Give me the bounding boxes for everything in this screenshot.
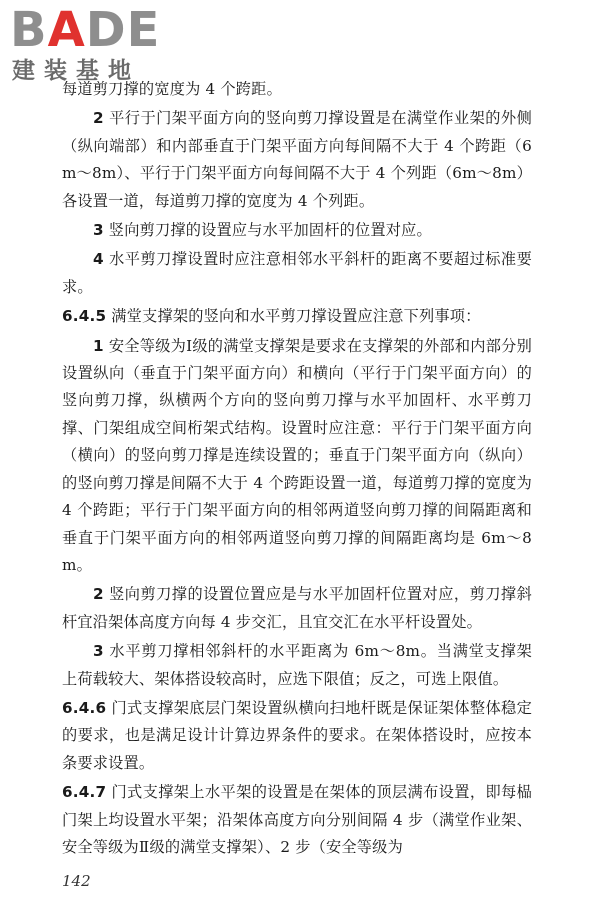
section-number: 6.4.5 [62, 307, 107, 326]
paragraph-text: 门式支撑架底层门架设置纵横向扫地杆既是保证架体整体稳定的要求，也是满足设计计算边界条件的要求。在架体搭设时，应按本条要求设置。 [62, 698, 532, 772]
logo-letter-accent: A [47, 2, 86, 58]
paragraph [62, 638, 532, 693]
paragraph [62, 105, 532, 215]
document-body [62, 76, 532, 863]
paragraph-number: 3 [93, 221, 104, 240]
paragraph-text: 平行于门架平面方向的竖向剪刀撑设置是在满堂作业架的外侧（纵向端部）和内部垂直于门架平面方向每间隔不大于 4 个跨距（6m～8m）、平行于门架平面方向每间隔不大于 4 个列距（6m～8m）各设置一道，每道剪刀撑的宽度为 4 个列距。 [62, 109, 532, 210]
paragraph-text: 安全等级为Ⅰ级的满堂支撑架是要求在支撑架的外部和内部分别设置纵向（垂直于门架平面方向）和横向（平行于门架平面方向）的竖向剪刀撑，纵横两个方向的竖向剪刀撑与水平加固杆、水平剪刀撑、门架组成空间桁架式结构。设置时应注意：平行于门架平面方向（横向）的竖向剪刀撑是连续设置的；垂直于门架平面方向（纵向）的竖向剪刀撑是间隔不大于 4 个跨距设置一道，每道剪刀撑的宽度为 4 个跨距；平行于门架平面方向的相邻两道竖向剪刀撑的间隔距离和垂直于门架平面方向的相邻两道竖向剪刀撑的间隔距离均是 6m～8m。 [62, 336, 532, 574]
paragraph-text: 水平剪刀撑设置时应注意相邻水平斜杆的距离不要超过标准要求。 [62, 250, 532, 296]
logo-letters-post: DE [85, 2, 161, 58]
paragraph [62, 333, 532, 580]
paragraph-number: 3 [93, 642, 104, 661]
section-paragraph [62, 303, 532, 330]
section-number: 6.4.7 [62, 783, 107, 802]
paragraph-text: 竖向剪刀撑的设置位置应是与水平加固杆位置对应，剪刀撑斜杆宜沿架体高度方向每 4 步交汇，且宜交汇在水平杆设置处。 [62, 585, 532, 631]
paragraph-text: 水平剪刀撑相邻斜杆的水平距离为 6m～8m。当满堂支撑架上荷载较大、架体搭设较高时，应选下限值；反之，可选上限值。 [62, 642, 532, 688]
paragraph-number: 2 [93, 109, 104, 128]
paragraph-number: 4 [93, 250, 104, 269]
section-paragraph [62, 695, 532, 777]
paragraph [62, 217, 532, 244]
paragraph [62, 581, 532, 636]
paragraph [62, 246, 532, 301]
section-number: 6.4.6 [62, 698, 107, 717]
paragraph-number: 2 [93, 585, 104, 604]
paragraph-text: 每道剪刀撑的宽度为 4 个跨距。 [62, 80, 282, 98]
logo-subtitle: 建装基地 [12, 58, 140, 84]
paragraph-text: 门式支撑架上水平架的设置是在架体的顶层满布设置，即每榀门架上均设置水平架；沿架体高度方向分别间隔 4 步（满堂作业架、安全等级为Ⅱ级的满堂支撑架）、2 步（安全等级为 [62, 783, 532, 856]
section-paragraph [62, 779, 532, 861]
paragraph-number: 1 [93, 336, 104, 355]
site-logo [10, 2, 180, 86]
page-number: 142 [62, 872, 91, 890]
logo-letters-pre: B [10, 2, 48, 58]
paragraph-text: 竖向剪刀撑的设置应与水平加固杆的位置对应。 [103, 221, 432, 240]
paragraph-text: 满堂支撑架的竖向和水平剪刀撑设置应注意下列事项： [106, 307, 481, 326]
logo-wordmark [10, 2, 161, 58]
